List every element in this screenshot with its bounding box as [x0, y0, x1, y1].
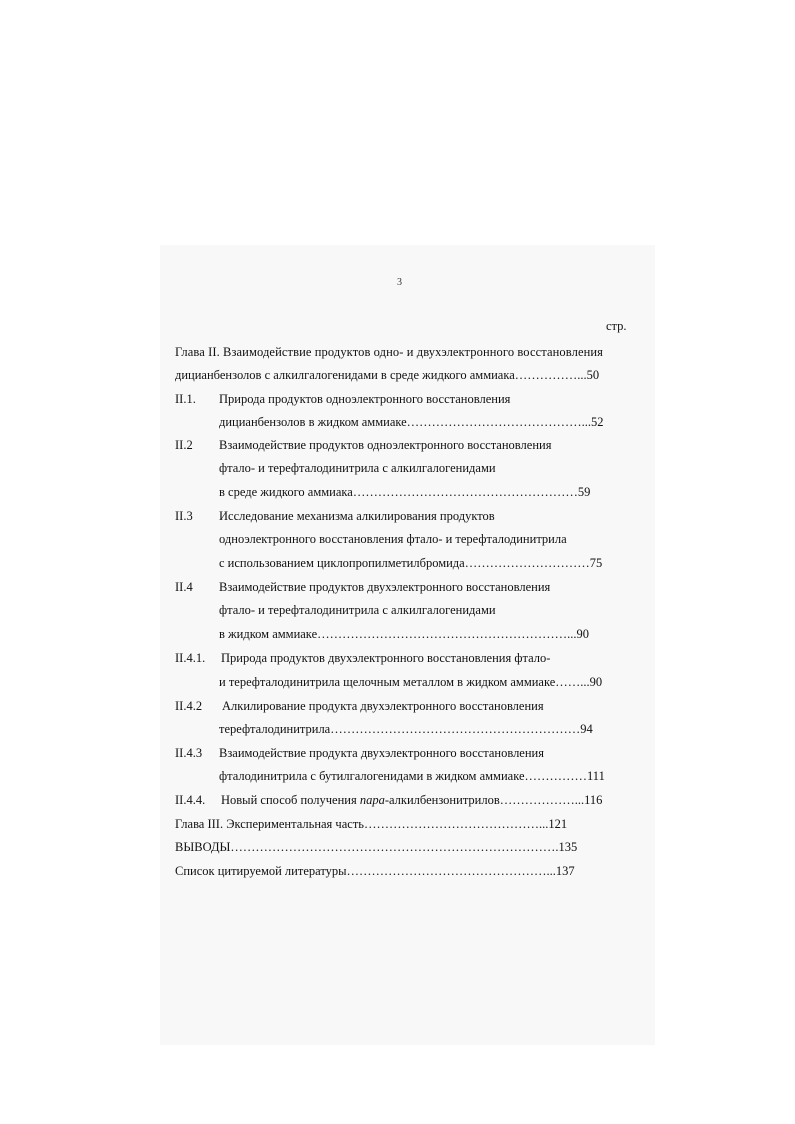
toc-chapter-2-line1: Глава II. Взаимодействие продуктов одно- и двухэлектронного восстановления [175, 345, 604, 359]
scanned-page [160, 245, 655, 1045]
toc-item-number: II.3 [175, 509, 193, 523]
toc-item-text: одноэлектронного восстановления фтало- и терефталодинитрила [219, 532, 567, 546]
toc-item-number: II.4.4. [175, 793, 206, 807]
page-number: 3 [397, 277, 402, 288]
toc-item-text: фтало- и терефталодинитрила с алкилгалогенидами [219, 603, 496, 617]
toc-item-number: II.1. [175, 392, 196, 406]
toc-item-text: Взаимодействие продуктов одноэлектронного восстановления [219, 438, 552, 452]
toc-item-number: II.4.2 [175, 699, 203, 713]
toc-item-text: Взаимодействие продуктов двухэлектронного восстановления [219, 580, 551, 594]
toc-text-italic: пара [359, 793, 385, 807]
toc-item-text: Алкилирование продукта двухэлектронного восстановления [222, 699, 544, 713]
toc-item-number: II.4.1. [175, 651, 206, 665]
toc-references: Список цитируемой литературы…………………………………………...137 [175, 864, 575, 878]
toc-item-text: дицианбензолов в жидком аммиаке……………………………………...52 [219, 415, 604, 429]
toc-text-part: Новый способ получения [221, 793, 360, 807]
toc-item-number: II.4 [175, 580, 193, 594]
toc-item-text: Исследование механизма алкилирования продуктов [219, 509, 495, 523]
toc-item-text: и терефталодинитрила щелочным металлом в жидком аммиаке……...90 [219, 675, 603, 689]
toc-item-text: терефталодинитрила……………………………………………………94 [219, 722, 593, 736]
toc-item-text: в жидком аммиаке……………………………………………………...90 [219, 627, 589, 641]
toc-conclusions: ВЫВОДЫ…………………………………………………………………….135 [175, 840, 578, 854]
toc-item-text: Природа продуктов одноэлектронного восстановления [219, 392, 511, 406]
page-column-label: стр. [606, 319, 627, 333]
toc-item-text: фталодинитрила с бутилгалогенидами в жидком аммиаке……………111 [219, 769, 605, 783]
toc-item-text: в среде жидкого аммиака………………………………………………59 [219, 485, 591, 499]
toc-item-number: II.4.3 [175, 746, 203, 760]
toc-chapter-3: Глава III. Экспериментальная часть……………………………………...121 [175, 817, 568, 831]
toc-chapter-2-line2: дицианбензолов с алкилгалогенидами в среде жидкого аммиака……………...50 [175, 368, 600, 382]
toc-text-part: -алкилбензонитрилов………………...116 [384, 793, 603, 807]
toc-item-text: Взаимодействие продукта двухэлектронного восстановления [219, 746, 544, 760]
toc-item-text [221, 792, 602, 808]
toc-item-text: Природа продуктов двухэлектронного восстановления фтало- [221, 651, 551, 665]
toc-item-number: II.2 [175, 438, 193, 452]
toc-item-text: фтало- и терефталодинитрила с алкилгалогенидами [219, 461, 496, 475]
toc-item-text: с использованием циклопропилметилбромида…………………………75 [219, 556, 603, 570]
